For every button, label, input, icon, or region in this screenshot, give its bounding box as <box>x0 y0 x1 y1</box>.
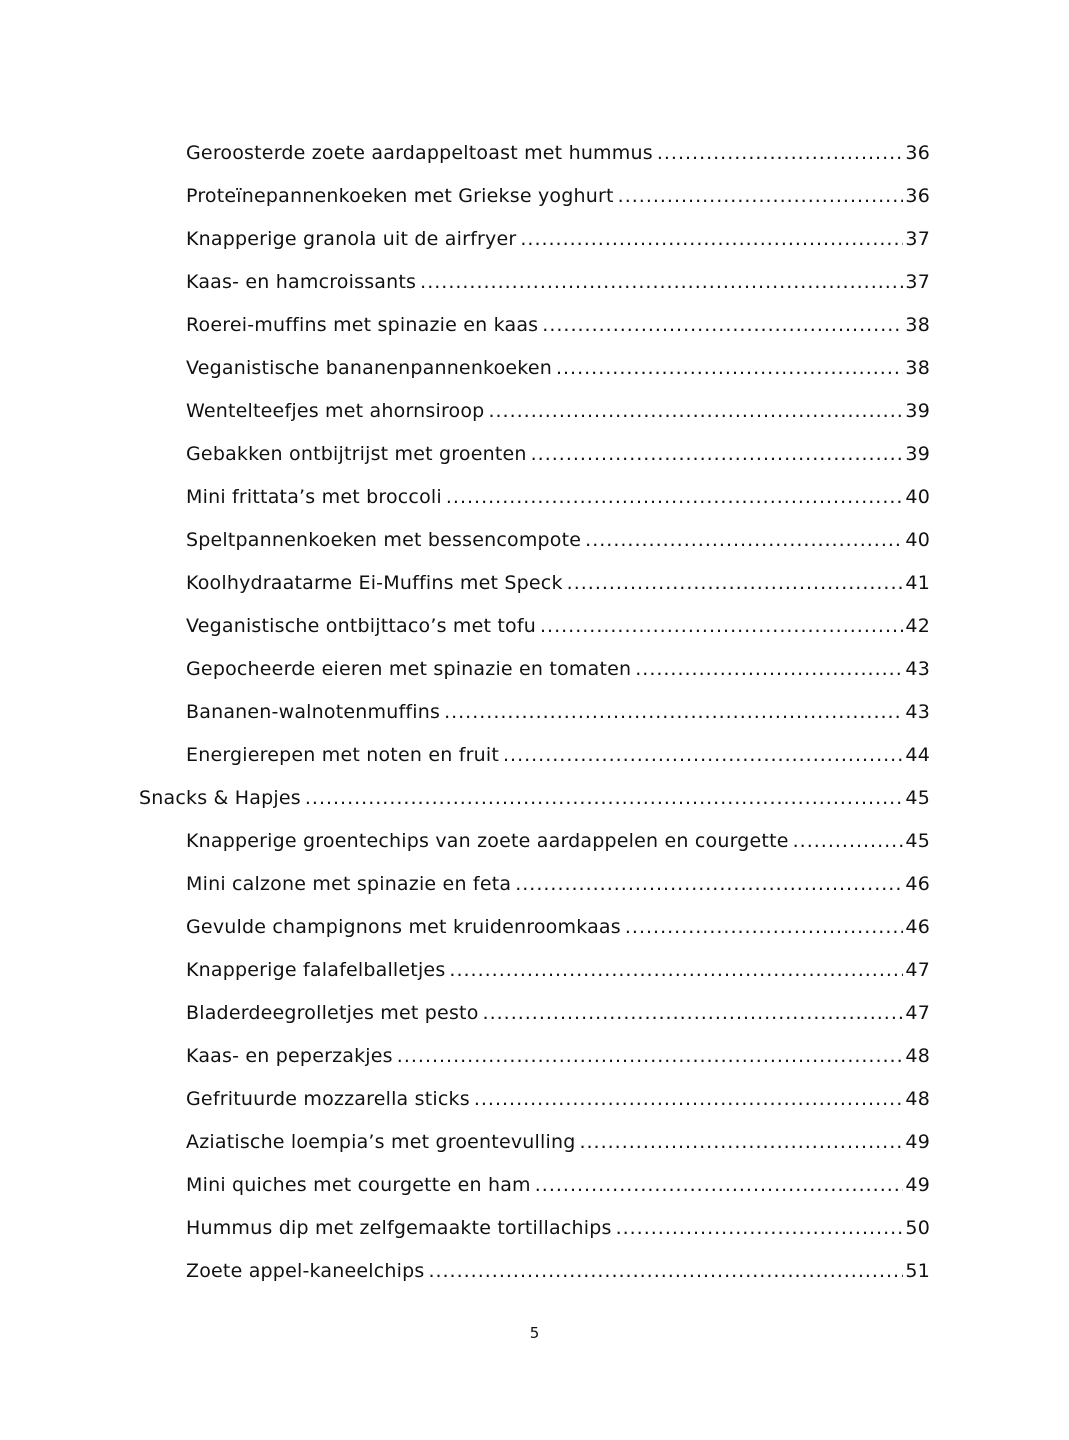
toc-entry-page-number: 45 <box>905 830 930 852</box>
toc-dot-leader <box>428 1250 903 1293</box>
toc-entry-title: Gevulde champignons met kruidenroomkaas <box>186 906 625 949</box>
toc-dot-leader <box>531 433 904 476</box>
toc-entry-page-number: 39 <box>905 443 930 465</box>
toc-entry-page-number: 42 <box>905 615 930 637</box>
toc-entry-page-number: 37 <box>905 228 930 250</box>
toc-entry-page-number: 49 <box>905 1174 930 1196</box>
toc-entry[interactable] <box>0 175 1069 218</box>
toc-dot-leader <box>540 605 903 648</box>
toc-dot-leader <box>449 949 903 992</box>
toc-entry[interactable] <box>0 132 1069 175</box>
toc-entry[interactable] <box>0 433 1069 476</box>
toc-dot-leader <box>635 648 903 691</box>
toc-dot-leader <box>488 390 903 433</box>
toc-entry[interactable] <box>0 476 1069 519</box>
toc-entry[interactable] <box>0 1035 1069 1078</box>
toc-entry[interactable] <box>0 691 1069 734</box>
toc-entry-page-number: 37 <box>905 271 930 293</box>
toc-dot-leader <box>420 261 903 304</box>
toc-dot-leader <box>474 1078 904 1121</box>
toc-entry[interactable] <box>0 562 1069 605</box>
toc-dot-leader <box>542 304 903 347</box>
toc-entry[interactable] <box>0 906 1069 949</box>
toc-dot-leader <box>483 992 904 1035</box>
toc-entry[interactable] <box>0 949 1069 992</box>
toc-entry-page-number: 40 <box>905 486 930 508</box>
toc-dot-leader <box>567 562 904 605</box>
toc-dot-leader <box>305 777 904 820</box>
toc-entry[interactable] <box>0 1250 1069 1293</box>
toc-entry[interactable] <box>0 1078 1069 1121</box>
toc-entry-page-number: 43 <box>905 658 930 680</box>
toc-dot-leader <box>657 132 904 175</box>
toc-entry-title: Snacks & Hapjes <box>139 777 305 820</box>
toc-entry-title: Roerei-muffins met spinazie en kaas <box>186 304 542 347</box>
toc-entry-page-number: 44 <box>905 744 930 766</box>
toc-entry-title: Gefrituurde mozzarella sticks <box>186 1078 474 1121</box>
toc-entry-page-number: 48 <box>905 1045 930 1067</box>
toc-dot-leader <box>397 1035 904 1078</box>
toc-entry[interactable] <box>0 347 1069 390</box>
page-number: 5 <box>529 1324 540 1342</box>
toc-entry-title: Knapperige granola uit de airfryer <box>186 218 520 261</box>
toc-dot-leader <box>503 734 903 777</box>
toc-entry-page-number: 36 <box>905 185 930 207</box>
toc-entry-page-number: 46 <box>905 916 930 938</box>
toc-entry[interactable] <box>0 519 1069 562</box>
toc-entry[interactable] <box>0 1207 1069 1250</box>
toc-entry-title: Kaas- en hamcroissants <box>186 261 420 304</box>
toc-entry-title: Speltpannenkoeken met bessencompote <box>186 519 585 562</box>
toc-dot-leader <box>520 218 903 261</box>
toc-entry-page-number: 48 <box>905 1088 930 1110</box>
toc-entry-title: Koolhydraatarme Ei-Muffins met Speck <box>186 562 567 605</box>
toc-entry-title: Zoete appel-kaneelchips <box>186 1250 428 1293</box>
toc-entry-page-number: 41 <box>905 572 930 594</box>
toc-dot-leader <box>585 519 903 562</box>
toc-entry-page-number: 51 <box>905 1260 930 1282</box>
toc-entry-page-number: 49 <box>905 1131 930 1153</box>
toc-entry-title: Veganistische ontbijttaco’s met tofu <box>186 605 540 648</box>
toc-entry-title: Knapperige groentechips van zoete aardappelen en courgette <box>186 820 793 863</box>
toc-dot-leader <box>618 175 904 218</box>
toc-entry[interactable] <box>0 605 1069 648</box>
toc-entry-title: Gebakken ontbijtrijst met groenten <box>186 433 531 476</box>
toc-entry-title: Mini quiches met courgette en ham <box>186 1164 535 1207</box>
toc-entry-page-number: 40 <box>905 529 930 551</box>
toc-entry-page-number: 47 <box>905 1002 930 1024</box>
toc-entry-page-number: 36 <box>905 142 930 164</box>
toc-entry[interactable] <box>0 648 1069 691</box>
toc-entry[interactable] <box>0 218 1069 261</box>
toc-entry[interactable] <box>0 734 1069 777</box>
toc-entry-title: Mini calzone met spinazie en feta <box>186 863 515 906</box>
toc-entry-title: Veganistische bananenpannenkoeken <box>186 347 556 390</box>
toc-entry-title: Bananen-walnotenmuffins <box>186 691 444 734</box>
toc-entry-page-number: 39 <box>905 400 930 422</box>
toc-entry[interactable] <box>0 390 1069 433</box>
toc-dot-leader <box>444 691 903 734</box>
toc-entry-title: Geroosterde zoete aardappeltoast met hummus <box>186 132 657 175</box>
toc-entry-page-number: 50 <box>905 1217 930 1239</box>
toc-dot-leader <box>793 820 904 863</box>
toc-entry-title: Kaas- en peperzakjes <box>186 1035 397 1078</box>
toc-section-entry[interactable] <box>0 777 1069 820</box>
table-of-contents <box>0 132 1069 1293</box>
toc-entry-page-number: 46 <box>905 873 930 895</box>
toc-entry-page-number: 43 <box>905 701 930 723</box>
toc-entry[interactable] <box>0 992 1069 1035</box>
toc-entry-page-number: 38 <box>905 357 930 379</box>
toc-entry-title: Knapperige falafelballetjes <box>186 949 449 992</box>
toc-dot-leader <box>625 906 904 949</box>
toc-entry[interactable] <box>0 1121 1069 1164</box>
toc-dot-leader <box>446 476 904 519</box>
toc-dot-leader <box>579 1121 903 1164</box>
toc-entry-title: Proteïnepannenkoeken met Griekse yoghurt <box>186 175 618 218</box>
toc-entry[interactable] <box>0 261 1069 304</box>
toc-dot-leader <box>556 347 903 390</box>
toc-dot-leader <box>535 1164 904 1207</box>
toc-entry-title: Aziatische loempia’s met groentevulling <box>186 1121 579 1164</box>
toc-entry-title: Bladerdeegrolletjes met pesto <box>186 992 483 1035</box>
toc-entry-title: Gepocheerde eieren met spinazie en tomaten <box>186 648 635 691</box>
toc-dot-leader <box>616 1207 904 1250</box>
toc-entry-page-number: 45 <box>905 787 930 809</box>
toc-entry-page-number: 47 <box>905 959 930 981</box>
toc-entry-title: Mini frittata’s met broccoli <box>186 476 446 519</box>
toc-entry[interactable] <box>0 1164 1069 1207</box>
toc-entry-page-number: 38 <box>905 314 930 336</box>
toc-entry[interactable] <box>0 304 1069 347</box>
toc-entry-title: Wentelteefjes met ahornsiroop <box>186 390 488 433</box>
toc-entry[interactable] <box>0 863 1069 906</box>
toc-dot-leader <box>515 863 903 906</box>
toc-entry-title: Hummus dip met zelfgemaakte tortillachips <box>186 1207 616 1250</box>
toc-entry-title: Energierepen met noten en fruit <box>186 734 503 777</box>
toc-entry[interactable] <box>0 820 1069 863</box>
